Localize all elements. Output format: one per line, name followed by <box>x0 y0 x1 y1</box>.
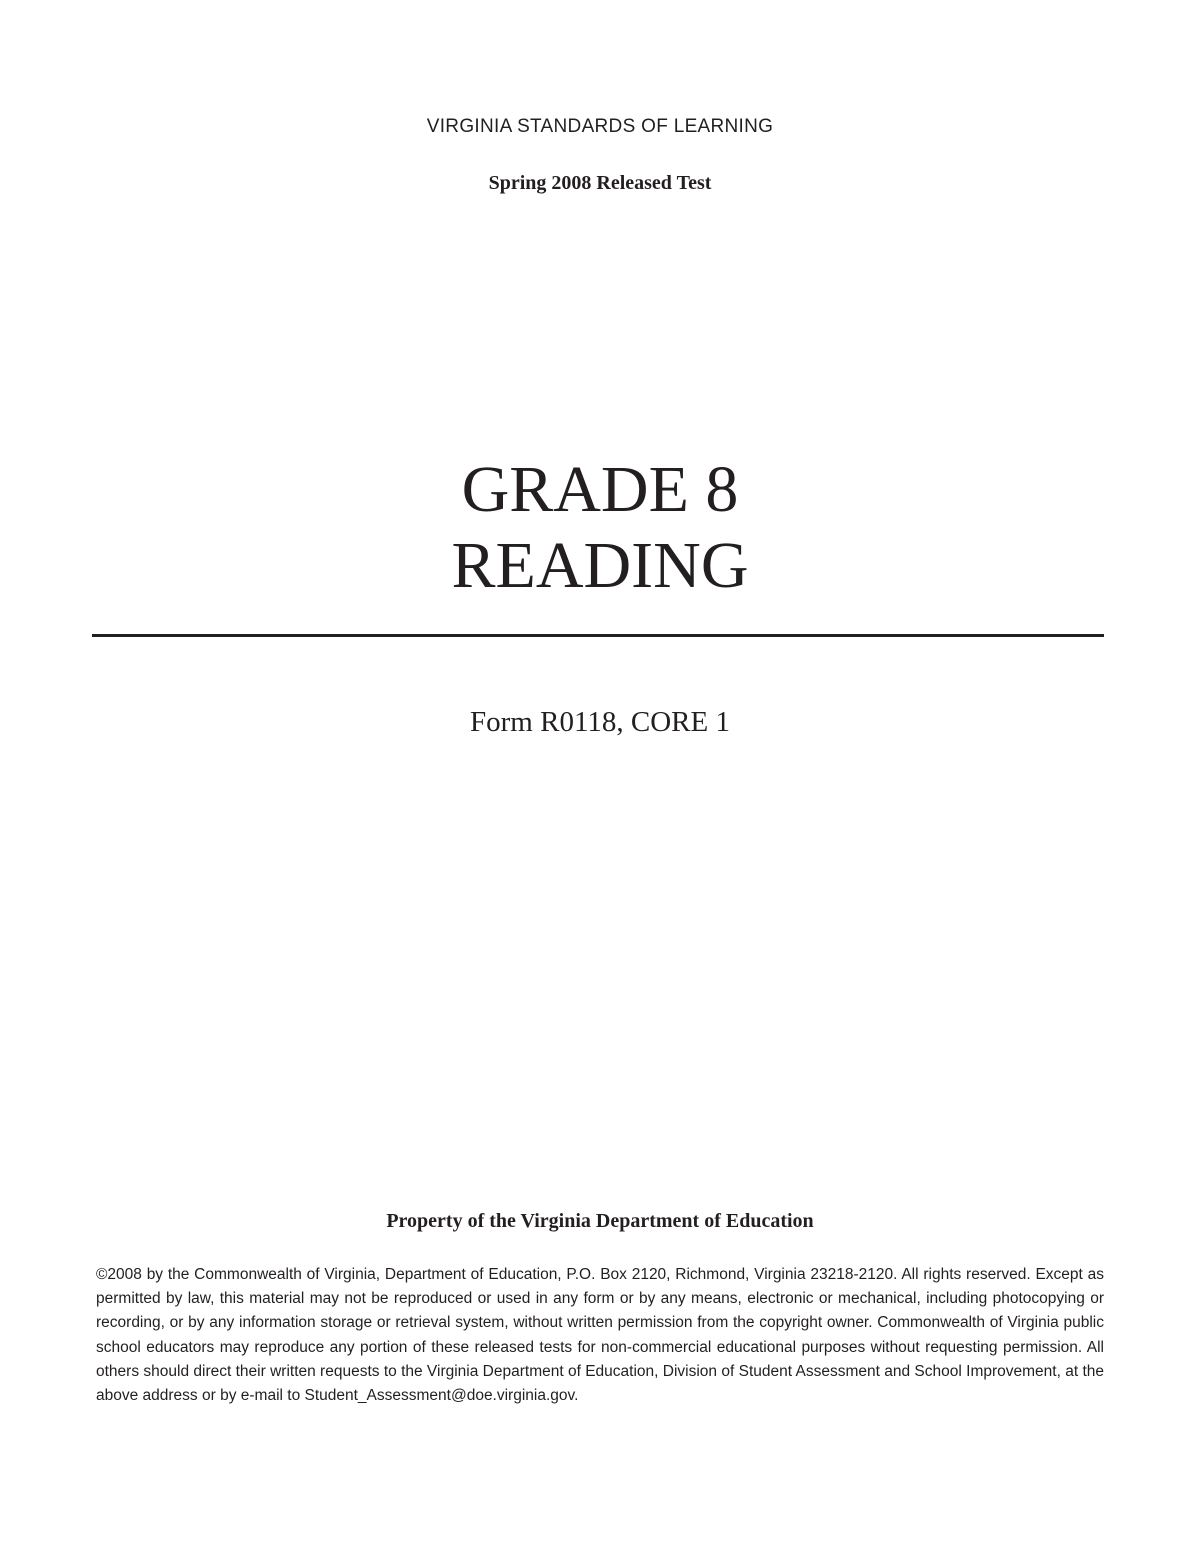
title-grade: GRADE 8 <box>461 453 739 526</box>
horizontal-divider <box>92 634 1104 637</box>
title-subject: READING <box>451 529 749 602</box>
form-identifier: Form R0118, CORE 1 <box>470 706 730 738</box>
series-title: VIRGINIA STANDARDS OF LEARNING <box>426 116 774 137</box>
main-title <box>0 452 1200 604</box>
release-subtitle: Spring 2008 Released Test <box>488 172 712 194</box>
copyright-notice: ©2008 by the Commonwealth of Virginia, Department of Education, P.O. Box 2120, Richmond, Virginia 23218-2120. All rights reserved. Except as permitted by law, this material may not be reproduced or used in any form or by any means, electronic or mechanical, including photocopying or recording, or by any information storage or retrieval system, without written permission from the copyright owner. Commonwealth of Virginia public school educators may reproduce any portion of these released tests for non-commercial educational purposes without requesting permission. All others should direct their written requests to the Virginia Department of Education, Division of Student Assessment and School Improvement, at the above address or by e-mail to Student_Assessment@doe.virginia.gov. <box>96 1266 1104 1405</box>
property-notice: Property of the Virginia Department of Education <box>386 1210 814 1232</box>
